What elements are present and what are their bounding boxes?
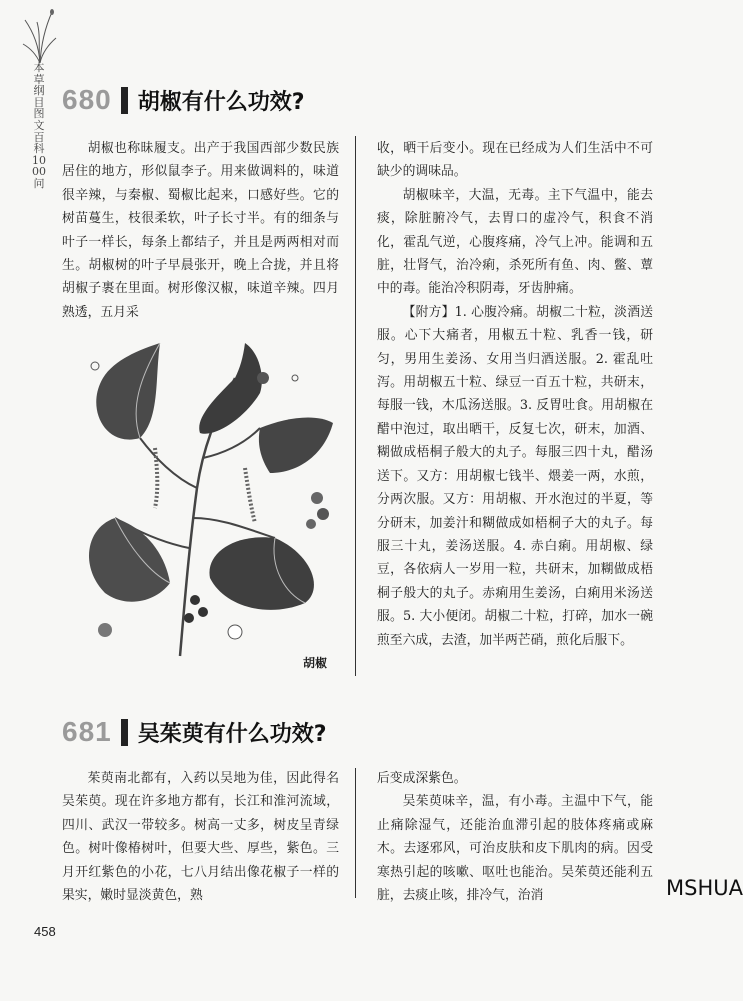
section-number: 681 <box>62 716 112 747</box>
section-681-heading <box>62 716 326 748</box>
paragraph: 胡椒味辛，大温，无毒。主下气温中，能去痰，除脏腑冷气，去胃口的虚冷气，积食不消化，霍乱气逆，心腹疼痛，冷气上冲。能调和五脏，壮肾气，治冷痢，杀死所有鱼、肉、鳖、蕈中的毒。能治冷积阴毒，牙齿肿痛。 <box>377 187 653 297</box>
paragraph: 【附方】1. 心腹冷痛。胡椒二十粒，淡酒送服。心下大痛者，用椒五十粒、乳香一钱，研匀，男用生姜汤、女用当归酒送服。2. 霍乱吐泻。用胡椒五十粒、绿豆一百五十粒，共研末，每服一钱，木瓜汤送服。3. 反胃吐食。用胡椒在醋中泡过，取出晒干，反复七次，研末，加酒、糊做成梧桐子般大的丸子。每服三四十丸，醋汤送下。又方：用胡椒七钱半、煨姜一两，水煎，分两次服。又方：用胡椒、开水泡过的半夏，等分研末，加姜汁和糊做成如梧桐子大的丸子。每服三十丸，姜汤送服。4. 赤白痢。用胡椒、绿豆，各依病人一岁用一粒，共研末，加糊做成梧桐子般大的丸子。赤痢用生姜汤，白痢用米汤送服。5. 大小便闭。胡椒二十粒，打碎，加水一碗煎至六成，去渣，加半两芒硝，煎化后服下。 <box>377 304 653 648</box>
section-680-left-column <box>62 137 339 324</box>
heading-bar <box>121 87 128 114</box>
column-divider <box>355 136 356 676</box>
paragraph: 吴茱萸味辛，温，有小毒。主温中下气，能止痛除湿气，还能治血滞引起的肢体疼痛或麻木。去逐邪风，可治皮肤和皮下肌肉的病。因受寒热引起的咳嗽、呕吐也能治。吴茱萸还能利五脏，去痰止咳，排冷气，治消 <box>377 794 653 904</box>
paragraph: 茱萸南北都有，入药以吴地为佳，因此得名吴茱萸。现在许多地方都有，长江和淮河流域，四川、武汉一带较多。树高一丈多，树皮呈青绿色。树叶像椿树叶，但要大些、厚些，紫色。三月开红紫色的小花，七八月结出像花椒子一样的果实，嫩时显淡黄色，熟 <box>62 771 339 904</box>
paragraph: 后变成深紫色。 <box>377 771 467 786</box>
section-title: 胡椒有什么功效? <box>137 89 305 115</box>
column-divider <box>355 768 356 898</box>
illustration-caption: 胡椒 <box>303 656 328 670</box>
page-number: 458 <box>34 924 56 939</box>
paragraph: 胡椒也称昧履支。出产于我国西部少数民族居住的地方，形似鼠李子。用来做调料的，味道很辛辣，与秦椒、蜀椒比起来，口感好些。它的树苗蔓生，枝很柔软，叶子长寸半。有的细条与叶子一样长，每条上都结子，并且是两两相对而生。胡椒树的叶子早晨张开，晚上合拢，并且将胡椒子裹在里面。树形像汉椒，味道辛辣。四月熟透，五月采 <box>62 141 339 320</box>
watermark: MSHUA <box>666 876 743 900</box>
pepper-plant-illustration <box>85 338 350 656</box>
book-series-title: 本草纲目图文百科1000问 <box>32 61 46 190</box>
section-681-left-column <box>62 767 339 907</box>
heading-bar <box>121 719 128 746</box>
section-680-heading <box>62 84 304 116</box>
section-680-right-column <box>377 137 653 652</box>
grass-sprout-icon <box>22 8 58 64</box>
section-title: 吴茱萸有什么功效? <box>137 721 327 747</box>
paragraph: 收，晒干后变小。现在已经成为人们生活中不可缺少的调味品。 <box>377 141 653 180</box>
section-number: 680 <box>62 84 112 115</box>
section-681-right-column <box>377 767 653 907</box>
